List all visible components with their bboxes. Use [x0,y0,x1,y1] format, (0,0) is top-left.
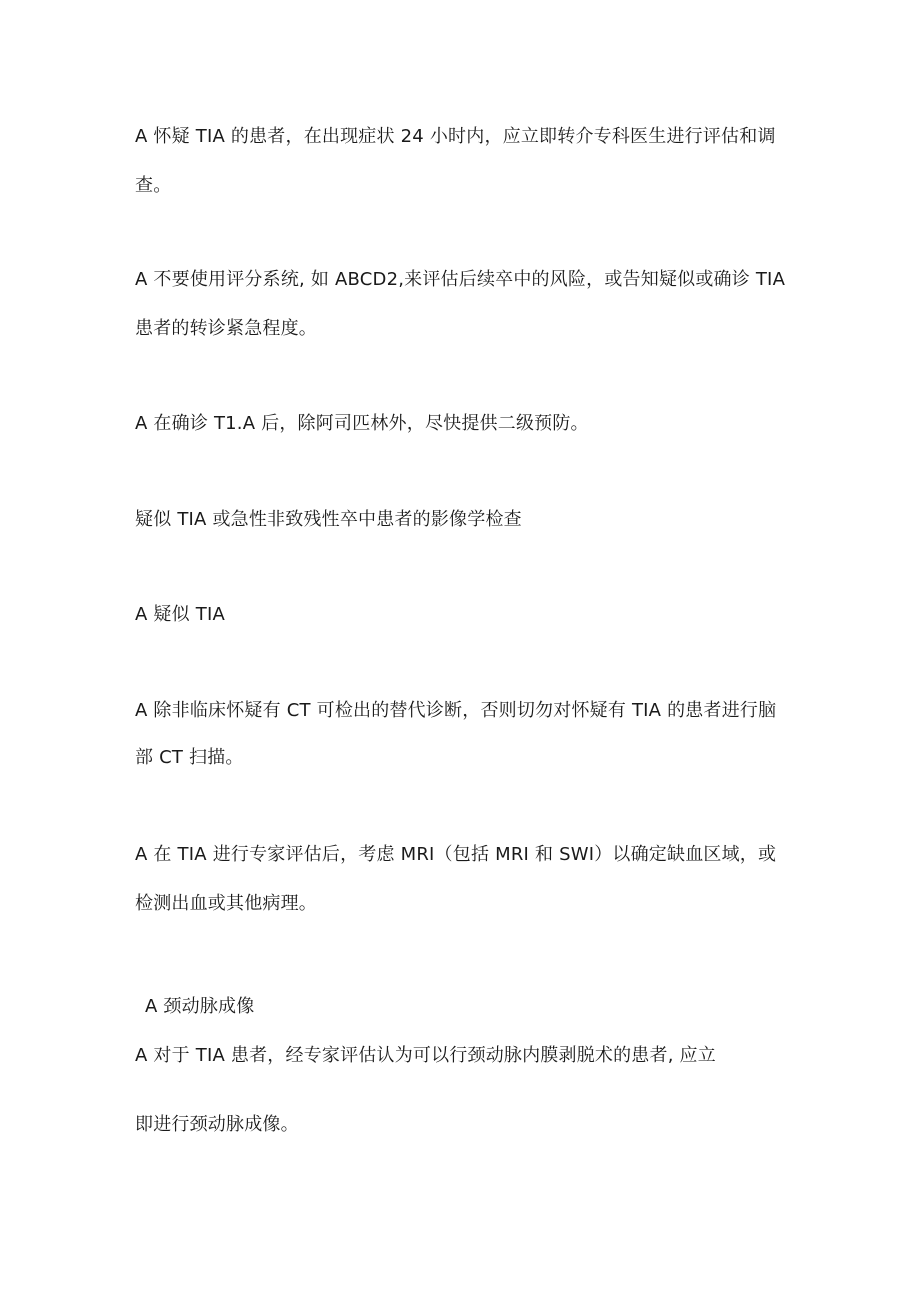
subheading-suspected-tia: A 疑似 TIA [135,604,225,625]
paragraph-scoring-system-line-1: A 不要使用评分系统, 如 ABCD2,来评估后续卒中的风险，或告知疑似或确诊 TIA [135,269,786,290]
paragraph-mri-line-2: 检测出血或其他病理。 [135,893,317,914]
paragraph-carotid-line-1: A 对于 TIA 患者，经专家评估认为可以行颈动脉内膜剥脱术的患者, 应立 [135,1045,716,1066]
paragraph-scoring-system-line-2: 患者的转诊紧急程度。 [135,318,317,339]
paragraph-secondary-prevention: A 在确诊 T1.A 后，除阿司匹林外，尽快提供二级预防。 [135,413,589,434]
subheading-carotid-imaging: A 颈动脉成像 [145,996,255,1017]
paragraph-ct-scan-line-1: A 除非临床怀疑有 CT 可检出的替代诊断，否则切勿对怀疑有 TIA 的患者进行脑 [135,700,777,721]
section-heading-imaging: 疑似 TIA 或急性非致残性卒中患者的影像学检查 [135,509,522,530]
paragraph-tia-referral-line-1: A 怀疑 TIA 的患者，在出现症状 24 小时内，应立即转介专科医生进行评估和调 [135,126,776,147]
paragraph-mri-line-1: A 在 TIA 进行专家评估后，考虑 MRI（包括 MRI 和 SWI）以确定缺血区域，或 [135,844,777,865]
paragraph-ct-scan-line-2: 部 CT 扫描。 [135,747,244,768]
paragraph-tia-referral-line-2: 查。 [135,175,172,196]
paragraph-carotid-line-2: 即进行颈动脉成像。 [135,1114,299,1135]
